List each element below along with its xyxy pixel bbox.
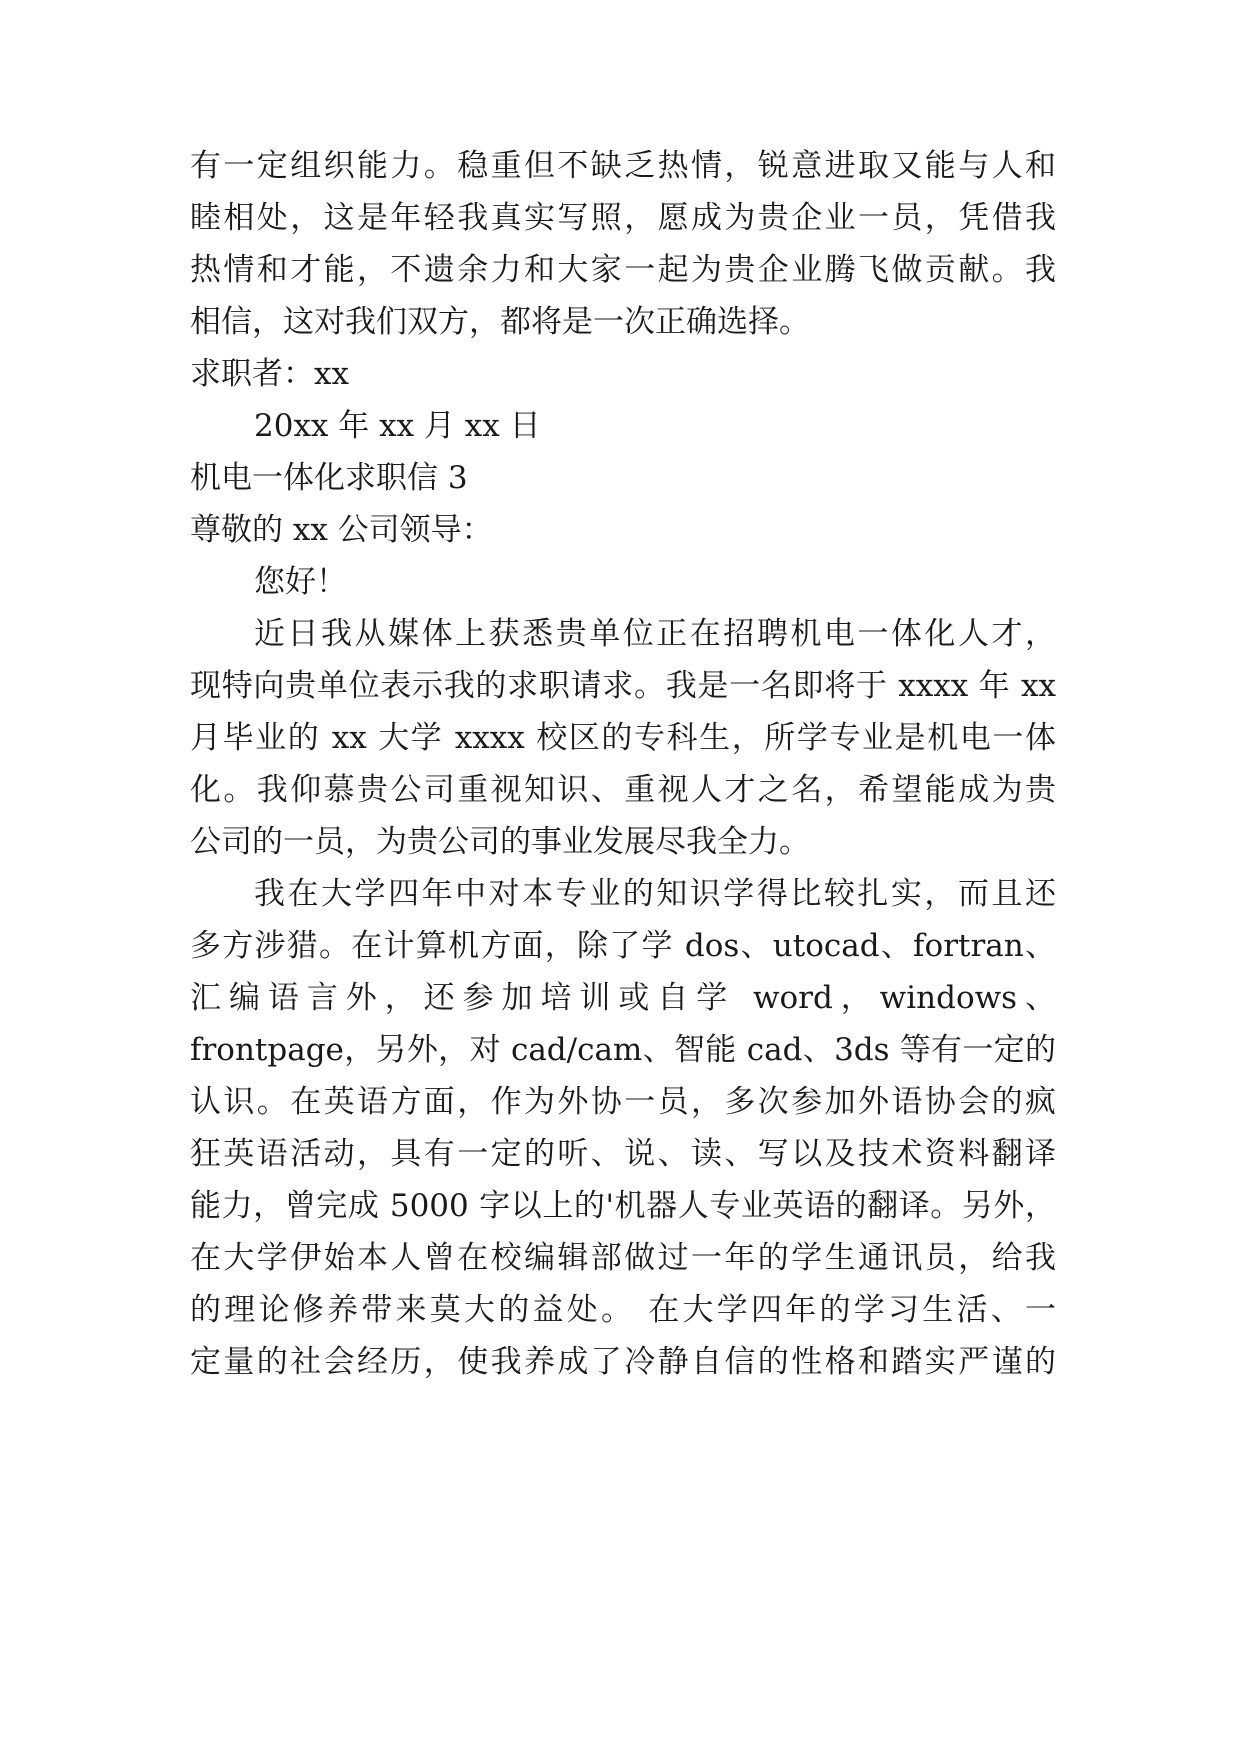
body-text-line: 睦相处，这是年轻我真实写照，愿成为贵企业一员，凭借我 [190,200,1056,236]
body-text-line: 近日我从媒体上获悉贵单位正在招聘机电一体化人才， [254,616,1056,652]
body-text-line: 的理论修养带来莫大的益处。 在大学四年的学习生活、一 [190,1292,1056,1328]
body-text-line: 公司的一员，为贵公司的事业发展尽我全力。 [190,824,810,860]
body-text-line: 能力，曾完成 5000 字以上的'机器人专业英语的翻译。另外， [190,1188,1056,1224]
section-title: 机电一体化求职信 3 [190,460,468,496]
body-text-line: 我在大学四年中对本专业的知识学得比较扎实，而且还 [254,876,1056,912]
body-text-line: 在大学伊始本人曾在校编辑部做过一年的学生通讯员，给我 [190,1240,1056,1276]
salutation: 尊敬的 xx 公司领导： [190,512,493,548]
body-text-line: 定量的社会经历，使我养成了冷静自信的性格和踏实严谨的 [190,1344,1056,1380]
body-text-line: 相信，这对我们双方，都将是一次正确选择。 [190,304,810,340]
greeting: 您好！ [254,564,347,600]
body-text-line: 多方涉猎。在计算机方面，除了学 dos、utocad、fortran、 [190,928,1056,964]
body-text-line: 现特向贵单位表示我的求职请求。我是一名即将于 xxxx 年 xx [190,668,1056,704]
body-text-line: 汇编语言外，还参加培训或自学 word，windows、 [190,980,1056,1016]
body-text-line: 化。我仰慕贵公司重视知识、重视人才之名，希望能成为贵 [190,772,1056,808]
applicant-signature: 求职者：xx [190,356,349,392]
body-text-line: 狂英语活动，具有一定的听、说、读、写以及技术资料翻译 [190,1136,1056,1172]
signature-date: 20xx 年 xx 月 xx 日 [254,408,541,444]
body-text-line: frontpage，另外，对 cad/cam、智能 cad、3ds 等有一定的 [190,1032,1056,1068]
body-text-line: 认识。在英语方面，作为外协一员，多次参加外语协会的疯 [190,1084,1056,1120]
body-text-line: 热情和才能，不遗余力和大家一起为贵企业腾飞做贡献。我 [190,252,1056,288]
body-text-line: 月毕业的 xx 大学 xxxx 校区的专科生，所学专业是机电一体 [190,720,1056,756]
body-text-line: 有一定组织能力。稳重但不缺乏热情，锐意进取又能与人和 [190,148,1056,184]
